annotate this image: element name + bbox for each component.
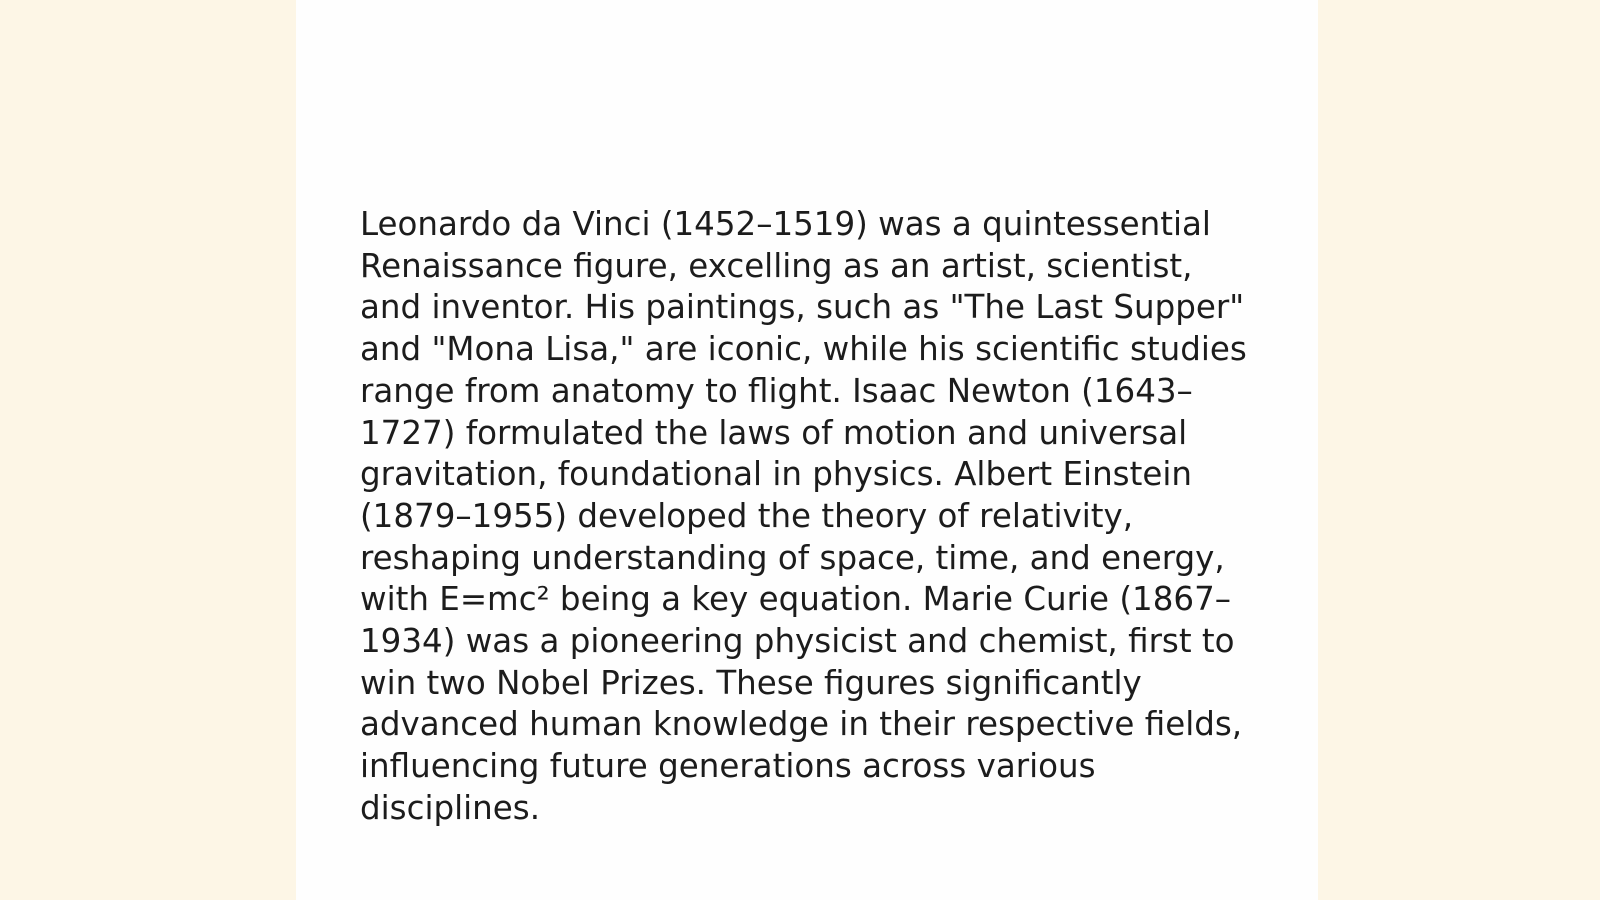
paragraph-line: with E=mc² being a key equation. Marie Curie (1867–: [360, 580, 1231, 619]
paragraph-line: influencing future generations across various: [360, 747, 1096, 786]
paragraph-line: 1727) formulated the laws of motion and universal: [360, 413, 1188, 452]
paragraph-line: 1934) was a pioneering physicist and chemist, first to: [360, 622, 1235, 661]
paragraph-line: Renaissance figure, excelling as an artist, scientist,: [360, 246, 1193, 285]
paragraph-line: (1879–1955) developed the theory of relativity,: [360, 496, 1134, 535]
paragraph-line: advanced human knowledge in their respective fields,: [360, 705, 1243, 744]
paragraph-line: reshaping understanding of space, time, and energy,: [360, 538, 1225, 577]
paragraph-line: Leonardo da Vinci (1452–1519) was a quintessential: [360, 205, 1211, 243]
paragraph-line: and "Mona Lisa," are iconic, while his scientific studies: [360, 330, 1247, 369]
body-paragraph: [360, 204, 1260, 830]
paragraph-line: win two Nobel Prizes. These figures significantly: [360, 663, 1142, 702]
paragraph-line: gravitation, foundational in physics. Albert Einstein: [360, 455, 1192, 494]
paragraph-line: range from anatomy to flight. Isaac Newton (1643–: [360, 371, 1193, 410]
document-page: [296, 0, 1318, 900]
paragraph-line: and inventor. His paintings, such as "The Last Supper": [360, 288, 1245, 327]
paragraph-line: disciplines.: [360, 788, 541, 827]
